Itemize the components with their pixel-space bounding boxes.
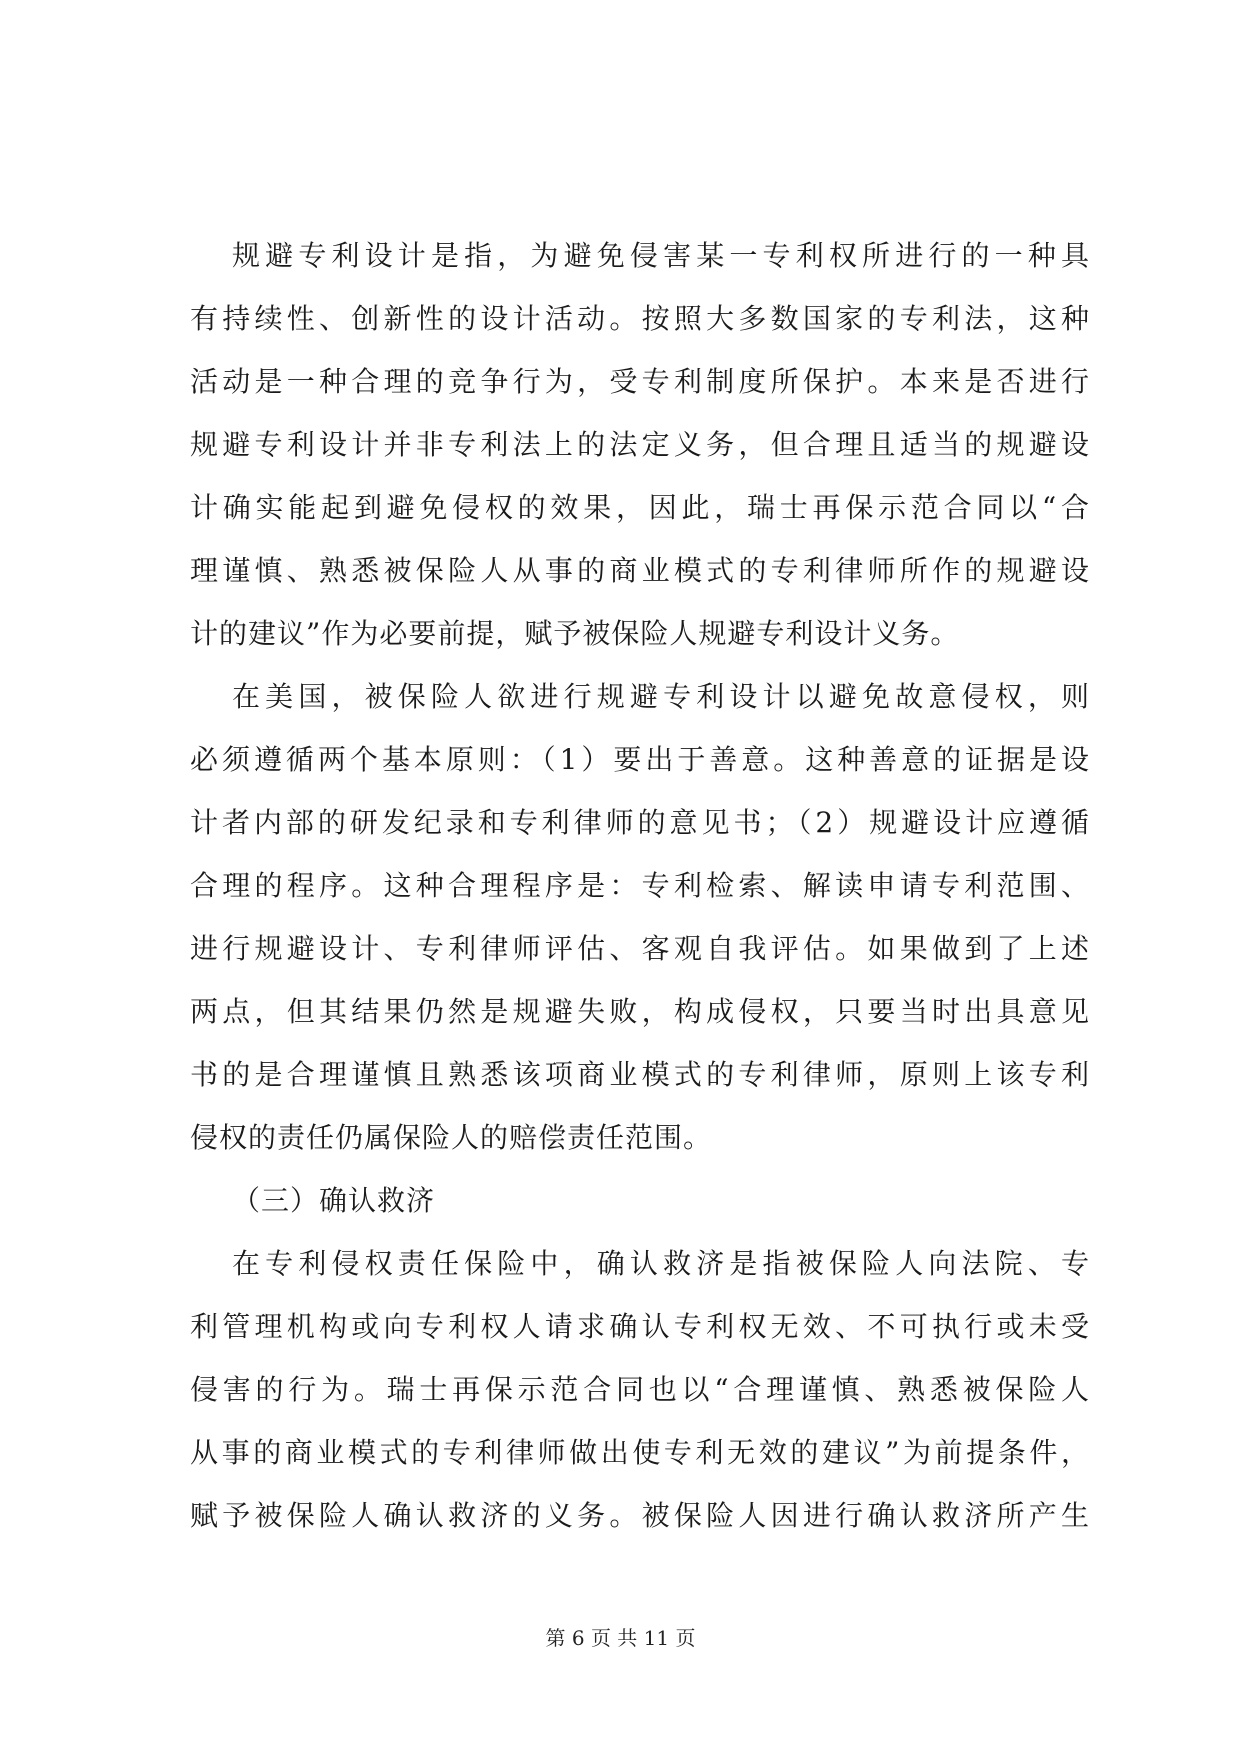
- paragraph-2-line-4: 合理的程序。这种合理程序是：专利检索、解读申请专利范围、: [190, 869, 1090, 902]
- paragraph-3-line-4: 从事的商业模式的专利律师做出使专利无效的建议”为前提条件，: [190, 1436, 1090, 1469]
- paragraph-3-line-5: 赋予被保险人确认救济的义务。被保险人因进行确认救济所产生: [190, 1499, 1090, 1532]
- paragraph-1-line-4: 规避专利设计并非专利法上的法定义务，但合理且适当的规避设: [190, 428, 1090, 461]
- page-number-footer: 第 6 页 共 11 页: [545, 1626, 696, 1650]
- paragraph-1-line-6: 理谨慎、熟悉被保险人从事的商业模式的专利律师所作的规避设: [190, 554, 1090, 587]
- paragraph-2-line-2: 必须遵循两个基本原则：（1）要出于善意。这种善意的证据是设: [190, 743, 1090, 776]
- paragraph-1-line-2: 有持续性、创新性的设计活动。按照大多数国家的专利法，这种: [190, 302, 1090, 335]
- paragraph-2-line-7: 书的是合理谨慎且熟悉该项商业模式的专利律师，原则上该专利: [190, 1058, 1090, 1091]
- paragraph-2-line-3: 计者内部的研发纪录和专利律师的意见书；（2）规避设计应遵循: [190, 806, 1090, 839]
- paragraph-1-line-3: 活动是一种合理的竞争行为，受专利制度所保护。本来是否进行: [190, 365, 1090, 398]
- paragraph-1-line-5: 计确实能起到避免侵权的效果，因此，瑞士再保示范合同以“合: [190, 491, 1090, 524]
- paragraph-3-line-1: 在专利侵权责任保险中，确认救济是指被保险人向法院、专: [232, 1247, 1090, 1280]
- paragraph-1-line-7: 计的建议”作为必要前提，赋予被保险人规避专利设计义务。: [190, 617, 960, 650]
- paragraph-1-line-1: 规避专利设计是指，为避免侵害某一专利权所进行的一种具: [232, 239, 1090, 272]
- section-heading: （三）确认救济: [232, 1184, 436, 1217]
- paragraph-3-line-3: 侵害的行为。瑞士再保示范合同也以“合理谨慎、熟悉被保险人: [190, 1373, 1090, 1406]
- paragraph-2-line-5: 进行规避设计、专利律师评估、客观自我评估。如果做到了上述: [190, 932, 1090, 965]
- paragraph-2-line-6: 两点，但其结果仍然是规避失败，构成侵权，只要当时出具意见: [190, 995, 1090, 1028]
- paragraph-3-line-2: 利管理机构或向专利权人请求确认专利权无效、不可执行或未受: [190, 1310, 1090, 1343]
- paragraph-2-line-8: 侵权的责任仍属保险人的赔偿责任范围。: [190, 1121, 713, 1154]
- paragraph-2-line-1: 在美国，被保险人欲进行规避专利设计以避免故意侵权，则: [232, 680, 1090, 713]
